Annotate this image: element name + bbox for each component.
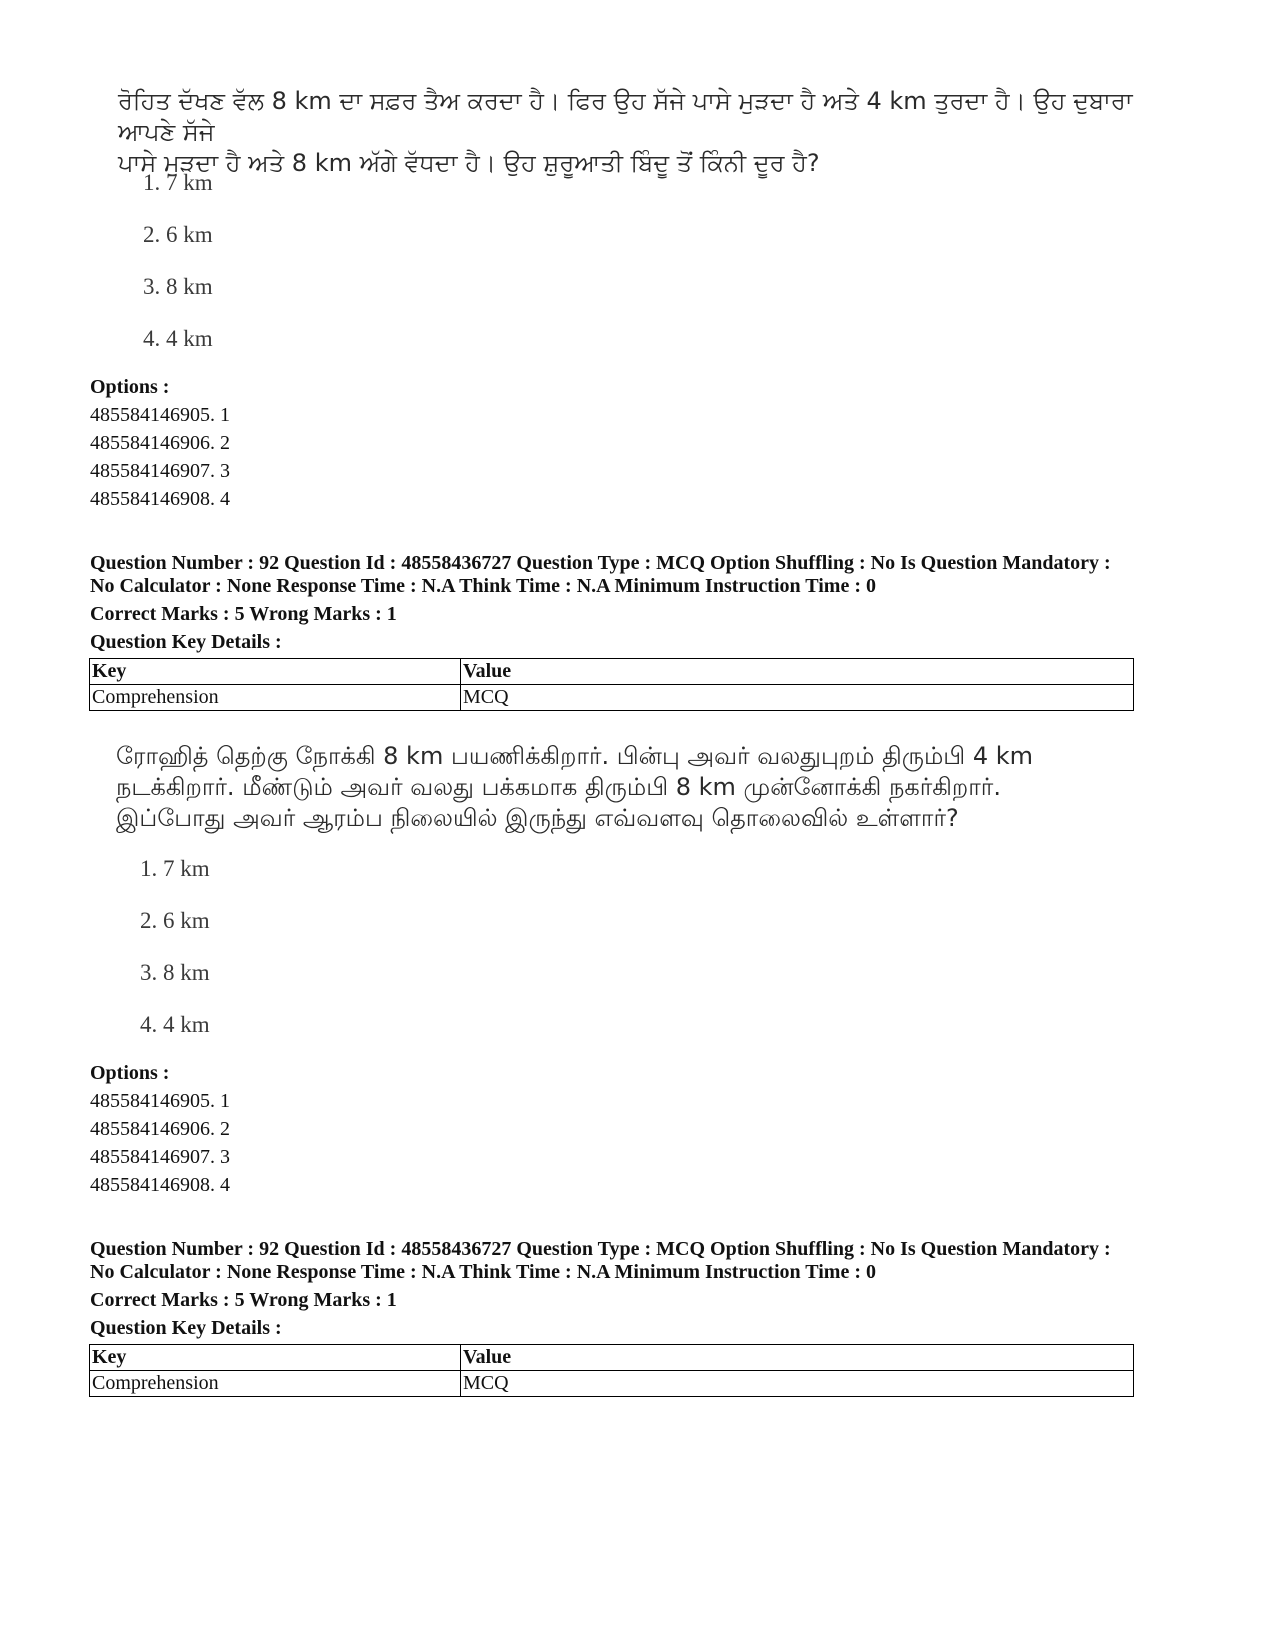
question-meta-line: Question Number : 92 Question Id : 48558436727 Question Type : MCQ Option Shuffling : No Is Question Mandatory :: [90, 1238, 1111, 1260]
choice-item: 1. 7 km: [140, 856, 210, 881]
key-details-heading: Question Key Details :: [90, 631, 282, 653]
question-line: ਪਾਸੇ ਮੁੜਦਾ ਹੈ ਅਤੇ 8 km ਅੱਗੇ ਵੱਧਦਾ ਹੈ। ਉਹ ਸ਼ੁਰੂਆਤੀ ਬਿੰਦੂ ਤੋਂ ਕਿੰਨੀ ਦੂਰ ਹੈ?: [118, 149, 820, 177]
table-header-cell: Key: [90, 1345, 461, 1371]
option-row: 485584146905. 1: [90, 404, 230, 426]
question-meta-line: No Calculator : None Response Time : N.A Think Time : N.A Minimum Instruction Time : 0: [90, 575, 876, 597]
choice-item: 1. 7 km: [143, 170, 213, 195]
choice-item: 3. 8 km: [143, 274, 213, 299]
option-row: 485584146907. 3: [90, 1146, 230, 1168]
option-row: 485584146907. 3: [90, 460, 230, 482]
table-cell: MCQ: [461, 1371, 1134, 1397]
table-cell: Comprehension: [90, 685, 461, 711]
question-line: ரோஹித் தெற்கு நோக்கி 8 km பயணிக்கிறார். பின்பு அவர் வலதுபுறம் திரும்பி 4 km: [116, 742, 1033, 770]
question-key-table: [89, 658, 1134, 711]
option-row: 485584146905. 1: [90, 1090, 230, 1112]
question-meta-line: Question Number : 92 Question Id : 48558436727 Question Type : MCQ Option Shuffling : No Is Question Mandatory :: [90, 552, 1111, 574]
table-header-cell: Value: [461, 1345, 1134, 1371]
tamil-question-text: [116, 741, 1176, 834]
table-cell: MCQ: [461, 685, 1134, 711]
table-header-row: [90, 1345, 1134, 1371]
question-key-table: [89, 1344, 1134, 1397]
choice-item: 2. 6 km: [143, 222, 213, 247]
table-row: [90, 1371, 1134, 1397]
table-header-cell: Value: [461, 659, 1134, 685]
option-row: 485584146906. 2: [90, 1118, 230, 1140]
choice-item: 4. 4 km: [140, 1012, 210, 1037]
option-row: 485584146908. 4: [90, 1174, 230, 1196]
option-row: 485584146908. 4: [90, 488, 230, 510]
choice-item: 3. 8 km: [140, 960, 210, 985]
choice-item: 2. 6 km: [140, 908, 210, 933]
options-title: Options :: [90, 1062, 170, 1084]
option-row: 485584146906. 2: [90, 432, 230, 454]
key-details-heading: Question Key Details :: [90, 1317, 282, 1339]
question-line: நடக்கிறார். மீண்டும் அவர் வலது பக்கமாக திரும்பி 8 km முன்னோக்கி நகர்கிறார்.: [116, 773, 1001, 801]
question-line: இப்போது அவர் ஆரம்ப நிலையில் இருந்து எவ்வளவு தொலைவில் உள்ளார்?: [116, 804, 959, 832]
question-meta-line: No Calculator : None Response Time : N.A Think Time : N.A Minimum Instruction Time : 0: [90, 1261, 876, 1283]
options-title: Options :: [90, 376, 170, 398]
table-row: [90, 685, 1134, 711]
marks-line: Correct Marks : 5 Wrong Marks : 1: [90, 603, 397, 625]
table-cell: Comprehension: [90, 1371, 461, 1397]
choice-item: 4. 4 km: [143, 326, 213, 351]
question-line: ਰੋਹਿਤ ਦੱਖਣ ਵੱਲ 8 km ਦਾ ਸਫ਼ਰ ਤੈਅ ਕਰਦਾ ਹੈ। ਫਿਰ ਉਹ ਸੱਜੇ ਪਾਸੇ ਮੁੜਦਾ ਹੈ ਅਤੇ 4 km ਤੁਰਦਾ ਹੈ। ਉਹ ਦੁਬਾਰਾ ਆਪਣੇ ਸੱਜੇ: [118, 87, 1133, 146]
table-header-cell: Key: [90, 659, 461, 685]
table-header-row: [90, 659, 1134, 685]
punjabi-question-text: [118, 86, 1178, 179]
marks-line: Correct Marks : 5 Wrong Marks : 1: [90, 1289, 397, 1311]
